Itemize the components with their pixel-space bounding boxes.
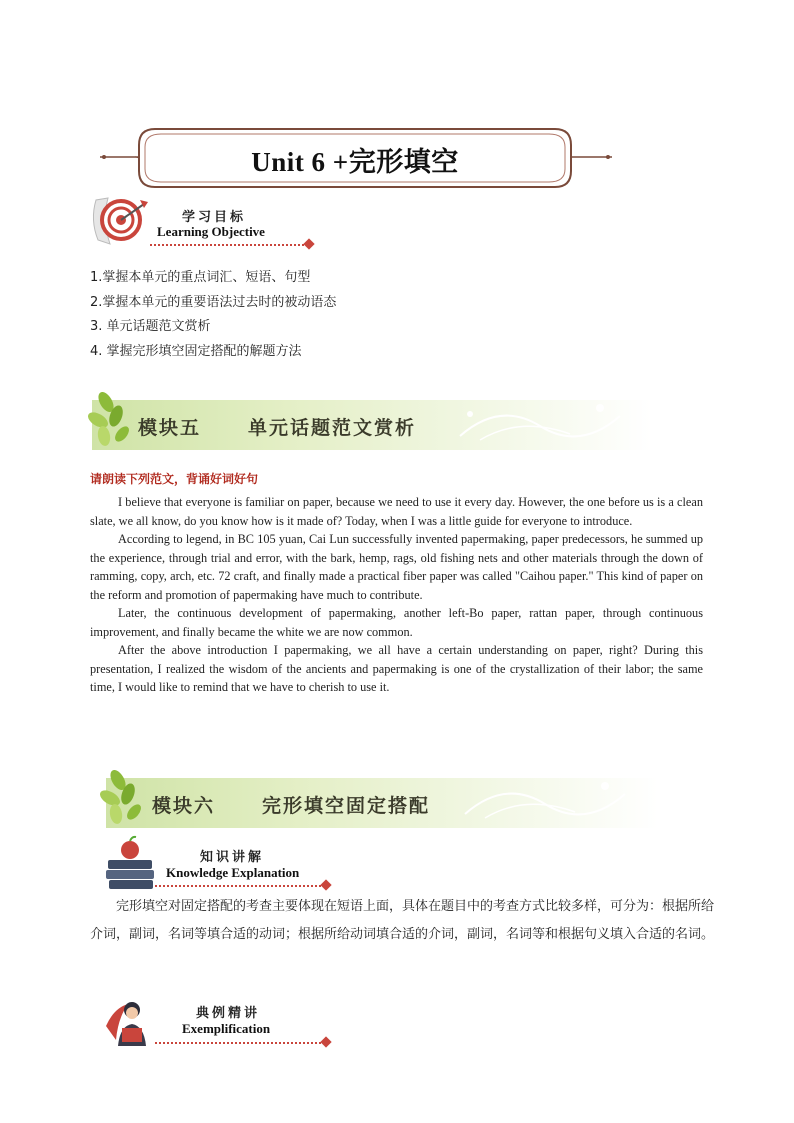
- exemplification-cn: 典例精讲: [196, 1006, 261, 1021]
- objective-item: 3. 单元话题范文赏析: [90, 319, 211, 334]
- leaf-icon: [88, 386, 138, 450]
- objective-item: 4. 掌握完形填空固定搭配的解题方法: [90, 344, 302, 359]
- reading-instruction: 请朗读下列范文，背诵好词好句: [90, 472, 259, 486]
- model-essay: [90, 493, 703, 697]
- diamond-marker: [320, 1036, 331, 1047]
- teacher-reading-icon: [104, 996, 156, 1050]
- floral-swirl-icon: [455, 774, 655, 826]
- target-icon: [88, 190, 148, 250]
- objective-item: 2.掌握本单元的重要语法过去时的被动语态: [90, 295, 337, 310]
- title-flourish-right: [572, 153, 612, 161]
- exemplification-en: Exemplification: [182, 1021, 271, 1036]
- title-flourish-left: [100, 153, 140, 161]
- essay-paragraph: I believe that everyone is familiar on paper, because we need to use it every day. However, the one before us is a clean slate, we all know, do you know how is it made of? Today, when I was a little guide for everyone to introduce.: [90, 495, 703, 528]
- objective-item: 1.掌握本单元的重点词汇、短语、句型: [90, 270, 311, 285]
- module6-label: 模块六: [152, 795, 216, 817]
- leaf-icon: [100, 764, 150, 828]
- diamond-marker: [320, 879, 331, 890]
- essay-paragraph: After the above introduction I papermaking, we all have a certain understanding on paper, right? During this presentation, I realized the wisdom of the ancients and papermaking is one of the crystallization of their labor; the same time, I would like to remind that we have to cherish to use it.: [90, 643, 703, 694]
- learning-objective-en: Learning Objective: [157, 224, 265, 239]
- learning-objective-underline: [150, 244, 308, 246]
- essay-paragraph: According to legend, in BC 105 yuan, Cai Lun successfully invented papermaking, paper predecessors, he summed up the experience, through trial and error, with the bark, hemp, rags, old fishing nets and other materials through the down of ramming, copy, arch, etc. 72 craft, and finally made a practical fiber paper was called "Caihou paper." This kind of paper on the reform and promotion of papermaking have much to contribute.: [90, 532, 703, 602]
- floral-swirl-icon: [450, 396, 650, 448]
- knowledge-explanation-cn: 知识讲解: [200, 850, 265, 865]
- module5-label: 模块五: [138, 417, 202, 439]
- page-title: Unit 6 +完形填空: [251, 147, 459, 177]
- module5-title: 单元话题范文赏析: [248, 417, 417, 439]
- knowledge-explanation-en: Knowledge Explanation: [166, 865, 300, 880]
- knowledge-explanation-underline: [155, 885, 325, 887]
- diamond-marker: [303, 238, 314, 249]
- knowledge-explanation-text: [90, 893, 715, 949]
- books-apple-icon: [104, 834, 156, 892]
- exemplification-underline: [155, 1042, 325, 1044]
- knowledge-explanation-paragraph: 完形填空对固定搭配的考查主要体现在短语上面，具体在题目中的考查方式比较多样，可分为：根据所给介词，副词，名词等填合适的动词；根据所给动词填合适的介词，副词，名词等和根据句义填入合适的名词。: [90, 899, 715, 942]
- module6-title: 完形填空固定搭配: [262, 795, 431, 817]
- essay-paragraph: Later, the continuous development of papermaking, another left-Bo paper, rattan paper, through continuous improvement, and finally became the white we are now common.: [90, 606, 703, 639]
- learning-objective-cn: 学习目标: [182, 210, 247, 225]
